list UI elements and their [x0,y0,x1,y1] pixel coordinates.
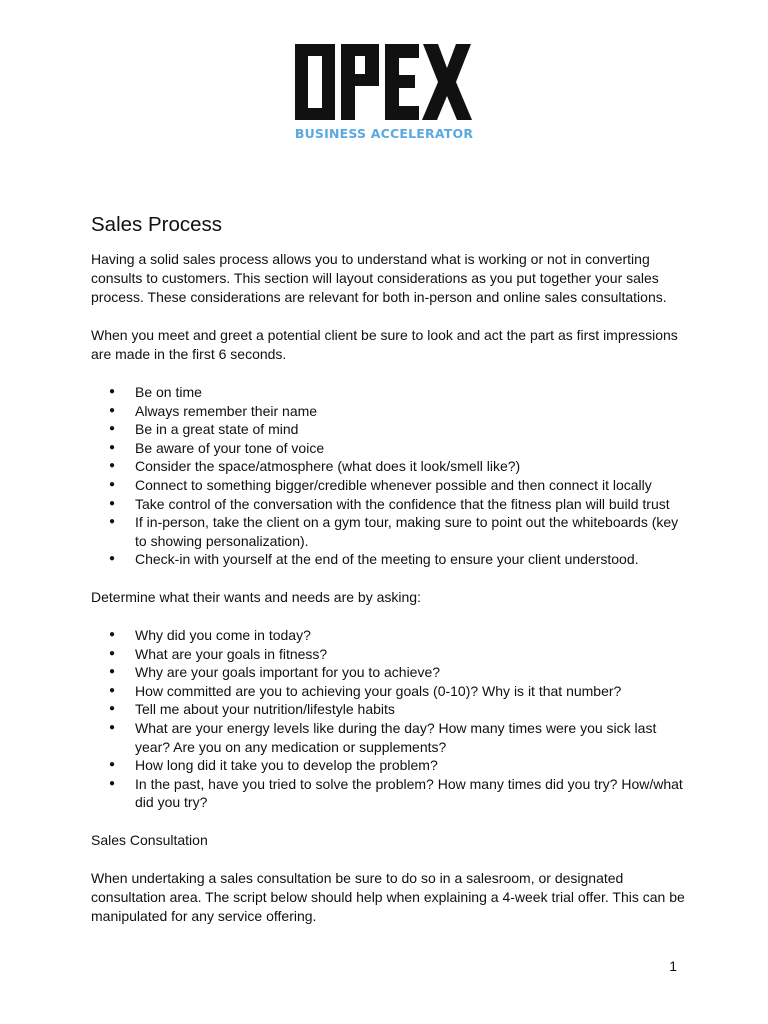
meet-greet-list [91,383,691,569]
page-number: 1 [669,958,677,974]
list-item: ● Consider the space/atmosphere (what does it look/smell like?) [135,457,691,476]
opex-wordmark-logo [295,40,473,120]
logo-tagline: BUSINESS ACCELERATOR [294,126,474,141]
sales-consultation-heading: Sales Consultation [91,831,208,848]
list-item: ● Be aware of your tone of voice [135,439,691,458]
sales-consultation-paragraph: When undertaking a sales consultation be sure to do so in a salesroom, or designated consultation area. The script below should help when explaining a 4-week trial offer. This can be manipulated for any service offering. [91,869,685,924]
document-body [91,212,691,945]
list-item: ● In the past, have you tried to solve the problem? How many times did you try? How/what did you try? [135,775,691,812]
list-item: ● Tell me about your nutrition/lifestyle habits [135,700,691,719]
list-item: ● How long did it take you to develop the problem? [135,756,691,775]
questions-list [91,626,691,812]
opex-logo [0,40,768,141]
list-item: ● If in-person, take the client on a gym tour, making sure to point out the whiteboards (key to showing personalization). [135,513,691,550]
list-item: ● Why did you come in today? [135,626,691,645]
page-title: Sales Process [91,213,223,236]
list-item: ● Check-in with yourself at the end of the meeting to ensure your client understood. [135,550,691,569]
wants-needs-paragraph: Determine what their wants and needs are by asking: [91,588,421,605]
list-item: ● How committed are you to achieving your goals (0-10)? Why is it that number? [135,682,691,701]
list-item: ● Connect to something bigger/credible whenever possible and then connect it locally [135,476,691,495]
list-item: ● What are your goals in fitness? [135,645,691,664]
list-item: ● Take control of the conversation with the confidence that the fitness plan will build trust [135,495,691,514]
list-item: ● What are your energy levels like during the day? How many times were you sick last year? Are you on any medication or supplements? [135,719,691,756]
intro-paragraph: Having a solid sales process allows you to understand what is working or not in converting consults to customers. This section will layout considerations as you put together your sales process. These considerations are relevant for both in-person and online sales consultations. [91,251,667,305]
meet-greet-paragraph: When you meet and greet a potential client be sure to look and act the part as first impressions are made in the first 6 seconds. [91,327,678,362]
list-item: ● Why are your goals important for you to achieve? [135,663,691,682]
list-item: ● Be in a great state of mind [135,420,691,439]
list-item: ● Always remember their name [135,402,691,421]
list-item: ● Be on time [135,383,691,402]
